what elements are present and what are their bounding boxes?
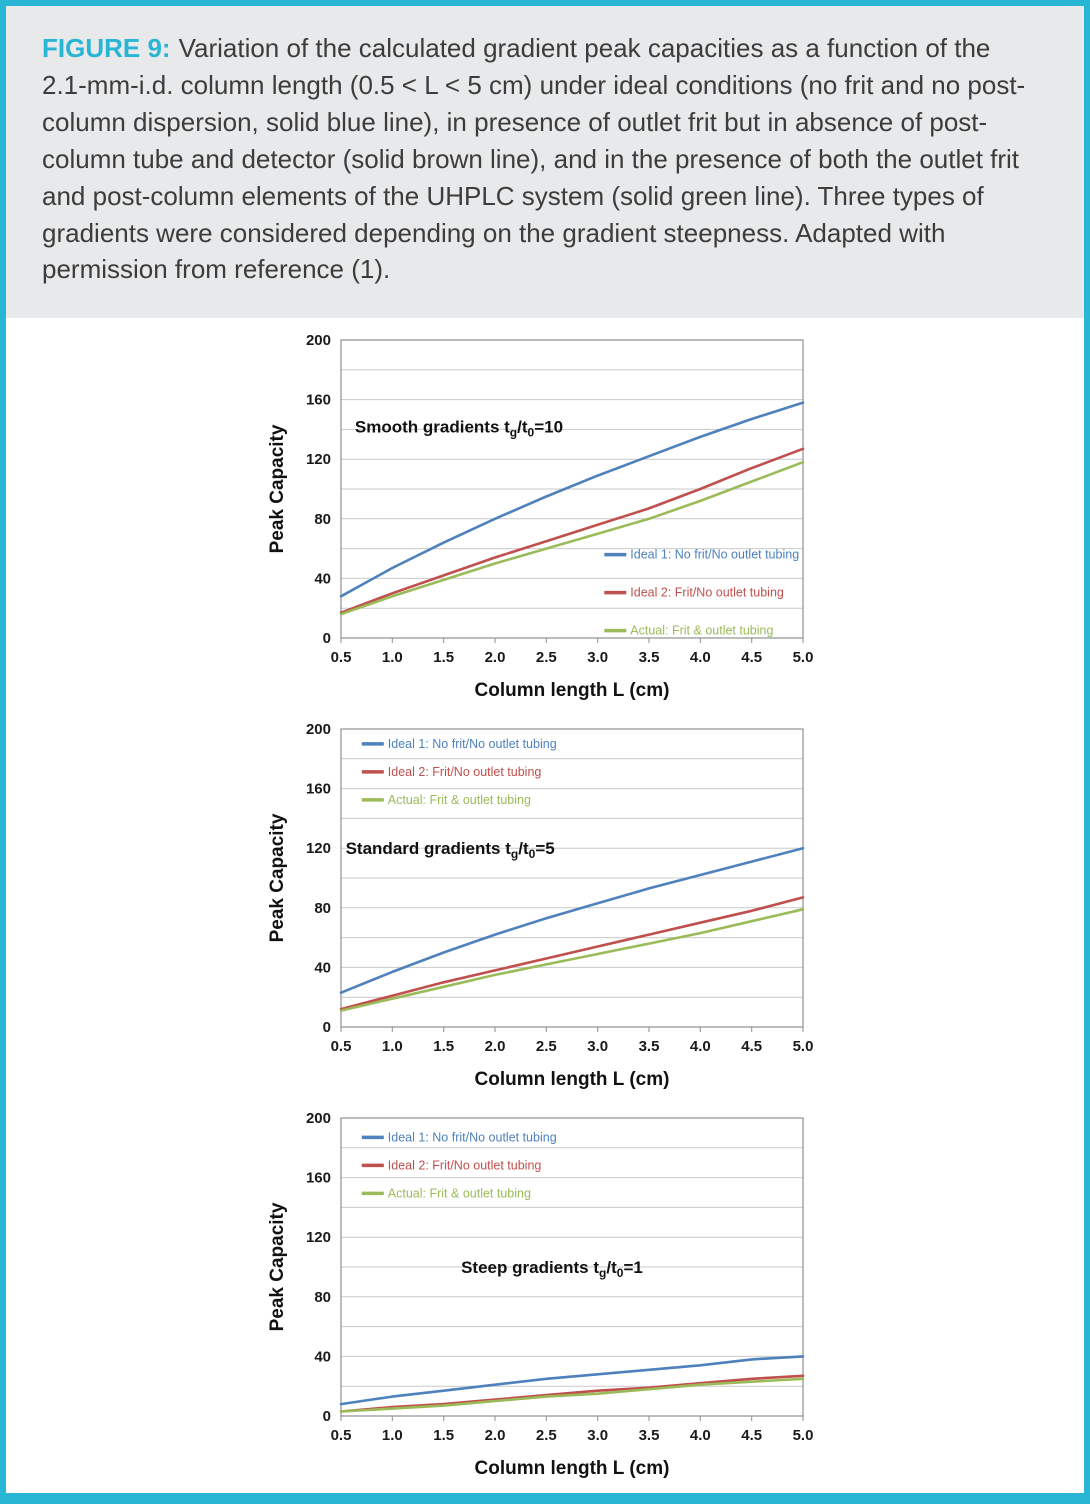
x-tick-label: 0.5 bbox=[330, 1038, 352, 1056]
legend-entry-label: Actual: Frit & outlet tubing bbox=[630, 623, 774, 638]
y-tick-label: 160 bbox=[305, 1169, 331, 1187]
x-tick-label: 0.5 bbox=[330, 649, 352, 667]
legend-entry-label: Ideal 1: No frit/No outlet tubing bbox=[630, 547, 800, 562]
x-axis-label: Column length L (cm) bbox=[474, 680, 670, 702]
charts-area bbox=[6, 318, 1084, 1493]
y-tick-label: 120 bbox=[305, 451, 331, 469]
x-tick-label: 3.5 bbox=[638, 1038, 660, 1056]
y-tick-label: 40 bbox=[314, 570, 331, 588]
x-tick-label: 5.0 bbox=[792, 1427, 814, 1445]
chart-svg bbox=[261, 715, 829, 1097]
y-axis-label: Peak Capacity bbox=[267, 813, 288, 943]
y-tick-label: 160 bbox=[305, 391, 331, 409]
x-tick-label: 1.0 bbox=[381, 649, 403, 667]
x-tick-label: 3.5 bbox=[638, 1427, 660, 1445]
x-tick-label: 1.0 bbox=[381, 1038, 403, 1056]
x-axis-label: Column length L (cm) bbox=[474, 1458, 670, 1480]
legend-entry-label: Ideal 1: No frit/No outlet tubing bbox=[387, 737, 557, 752]
x-tick-label: 3.5 bbox=[638, 649, 660, 667]
y-tick-label: 80 bbox=[314, 900, 331, 918]
y-tick-label: 200 bbox=[305, 1110, 331, 1128]
x-tick-label: 2.0 bbox=[484, 1038, 506, 1056]
x-tick-label: 2.0 bbox=[484, 1427, 506, 1445]
y-tick-label: 120 bbox=[305, 1229, 331, 1247]
chart-steep-gradients bbox=[261, 1104, 829, 1491]
x-tick-label: 2.5 bbox=[535, 1038, 557, 1056]
chart-svg bbox=[261, 1104, 829, 1486]
x-tick-label: 2.0 bbox=[484, 649, 506, 667]
x-tick-label: 1.5 bbox=[433, 649, 455, 667]
x-axis-label: Column length L (cm) bbox=[474, 1069, 670, 1091]
y-tick-label: 120 bbox=[305, 840, 331, 858]
x-tick-label: 3.0 bbox=[587, 1038, 609, 1056]
series-line-2 bbox=[341, 910, 803, 1011]
legend-entry-label: Ideal 2: Frit/No outlet tubing bbox=[630, 585, 784, 600]
y-tick-label: 160 bbox=[305, 780, 331, 798]
x-tick-label: 0.5 bbox=[330, 1427, 352, 1445]
x-tick-label: 1.5 bbox=[433, 1038, 455, 1056]
y-axis-label: Peak Capacity bbox=[267, 1202, 288, 1332]
chart-smooth-gradients bbox=[261, 326, 829, 713]
chart-svg bbox=[261, 326, 829, 708]
chart-title: Steep gradients $t_g/t_0=1$ bbox=[461, 1258, 643, 1281]
x-tick-label: 4.5 bbox=[741, 649, 763, 667]
chart-legend bbox=[362, 737, 557, 807]
chart-legend bbox=[362, 1131, 557, 1201]
x-tick-label: 4.0 bbox=[689, 1427, 711, 1445]
series-line-0 bbox=[341, 849, 803, 994]
chart-title: Standard gradients $t_g/t_0=5$ bbox=[345, 839, 555, 862]
y-tick-label: 0 bbox=[322, 1408, 331, 1426]
y-tick-label: 80 bbox=[314, 1289, 331, 1307]
x-tick-label: 5.0 bbox=[792, 649, 814, 667]
legend-entry-label: Ideal 2: Frit/No outlet tubing bbox=[387, 765, 542, 780]
figure-caption-label: FIGURE 9: bbox=[42, 33, 171, 63]
y-tick-label: 0 bbox=[322, 1019, 331, 1037]
x-tick-label: 3.0 bbox=[587, 1427, 609, 1445]
x-tick-label: 4.0 bbox=[689, 1038, 711, 1056]
legend-entry-label: Actual: Frit & outlet tubing bbox=[387, 793, 531, 808]
chart-standard-gradients bbox=[261, 715, 829, 1102]
y-tick-label: 80 bbox=[314, 511, 331, 529]
x-tick-label: 5.0 bbox=[792, 1038, 814, 1056]
figure-caption bbox=[6, 6, 1084, 318]
x-tick-label: 4.5 bbox=[741, 1038, 763, 1056]
x-tick-label: 3.0 bbox=[587, 649, 609, 667]
y-tick-label: 200 bbox=[305, 332, 331, 350]
y-tick-label: 40 bbox=[314, 1348, 331, 1366]
series-line-1 bbox=[341, 898, 803, 1010]
figure-caption-text: Variation of the calculated gradient peak capacities as a function of the 2.1-mm-i.d. column length (0.5 < L < 5 cm) under ideal conditions (no frit and no post-column dispersion, solid blue line), in presence of outlet frit but in absence of post-column tube and detector (solid brown line), and in the presence of both the outlet frit and post-column elements of the UHPLC system (solid green line). Three types of gradients were considered depending on the gradient steepness. Adapted with permission from reference (1). bbox=[42, 33, 1026, 285]
legend-entry-label: Ideal 2: Frit/No outlet tubing bbox=[387, 1158, 542, 1173]
y-tick-label: 40 bbox=[314, 959, 331, 977]
x-tick-label: 4.5 bbox=[741, 1427, 763, 1445]
chart-title: Smooth gradients $t_g/t_0=10$ bbox=[354, 417, 564, 440]
x-tick-label: 1.0 bbox=[381, 1427, 403, 1445]
y-tick-label: 0 bbox=[322, 630, 331, 648]
legend-entry-label: Actual: Frit & outlet tubing bbox=[387, 1186, 531, 1201]
x-tick-label: 2.5 bbox=[535, 1427, 557, 1445]
y-tick-label: 200 bbox=[305, 721, 331, 739]
x-tick-label: 2.5 bbox=[535, 649, 557, 667]
x-tick-label: 1.5 bbox=[433, 1427, 455, 1445]
y-axis-label: Peak Capacity bbox=[267, 424, 288, 554]
legend-entry-label: Ideal 1: No frit/No outlet tubing bbox=[387, 1130, 557, 1145]
x-tick-label: 4.0 bbox=[689, 649, 711, 667]
chart-legend bbox=[604, 548, 799, 638]
bottom-accent-bar bbox=[6, 1493, 1084, 1498]
